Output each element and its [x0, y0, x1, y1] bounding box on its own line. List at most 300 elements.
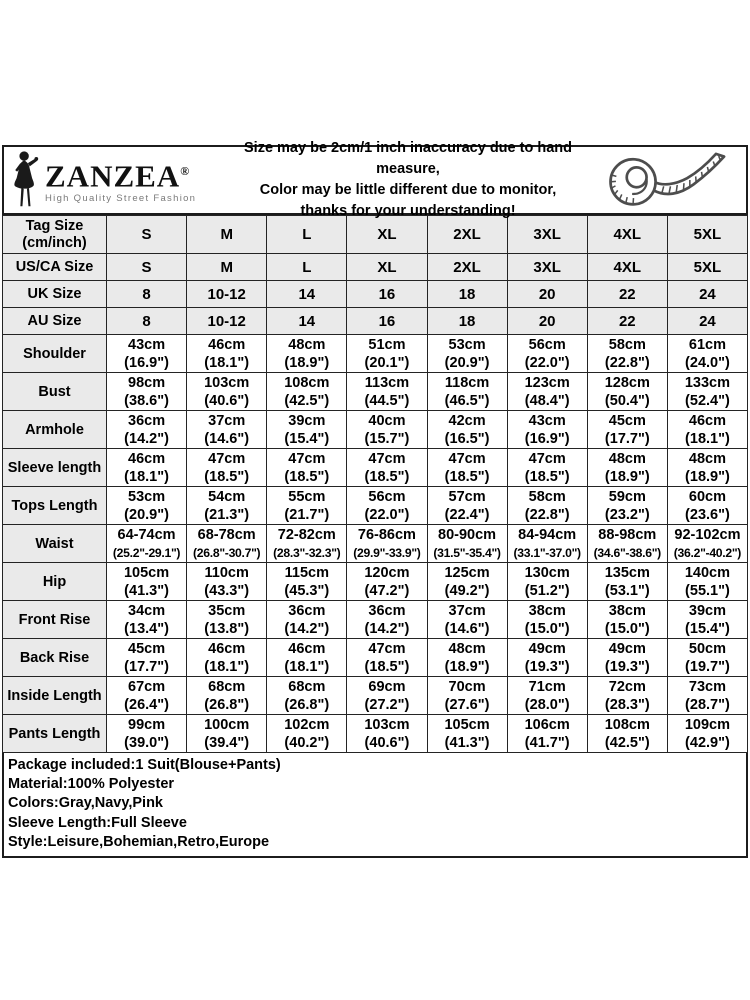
measure-cell [187, 563, 267, 601]
measure-cm: 109cm [684, 716, 731, 733]
measure-cell [427, 563, 507, 601]
measure-cm: 55cm [288, 488, 326, 505]
size-cell: 18 [427, 281, 507, 308]
registered-mark: ® [180, 164, 190, 179]
measure-cell [427, 601, 507, 639]
size-table [2, 215, 748, 753]
measure-inch: (33.1"-37.0") [513, 545, 581, 560]
measure-cell [587, 487, 667, 525]
size-cell: 16 [347, 308, 427, 335]
measure-cm: 113cm [364, 374, 410, 391]
measure-inch: (15.4") [284, 430, 330, 447]
measure-cm: 48cm [448, 640, 486, 657]
measure-inch: (42.9") [685, 734, 730, 751]
measure-inch: (34.6"-38.6") [593, 545, 661, 560]
measure-inch: (19.7") [685, 658, 730, 675]
size-cell: 2XL [427, 216, 507, 254]
measure-cell [587, 677, 667, 715]
measure-inch: (26.4") [124, 696, 169, 713]
measure-inch: (40.2") [284, 734, 330, 751]
measure-cm: 140cm [684, 564, 731, 581]
size-cell: L [267, 254, 347, 281]
measure-inch: (22.0") [524, 354, 570, 371]
measure-cm: 123cm [524, 374, 570, 391]
measure-cell [427, 449, 507, 487]
measure-inch: (39.0") [124, 734, 169, 751]
measure-cell [267, 525, 347, 563]
measure-inch: (14.2") [284, 620, 330, 637]
measure-inch: (40.6") [204, 392, 250, 409]
measure-cell [587, 411, 667, 449]
measure-cell [187, 639, 267, 677]
measure-cell [587, 373, 667, 411]
table-row [3, 487, 748, 525]
measure-cm: 59cm [608, 488, 646, 505]
row-label: Bust [3, 373, 107, 411]
measure-cm: 49cm [608, 640, 646, 657]
measure-inch: (14.2") [124, 430, 169, 447]
measure-inch: (46.5") [444, 392, 490, 409]
measure-cell [267, 335, 347, 373]
size-cell: 22 [587, 308, 667, 335]
measure-cell [427, 525, 507, 563]
measure-cell [427, 487, 507, 525]
measure-cell [347, 715, 427, 753]
measure-cell [267, 677, 347, 715]
measure-cell [507, 601, 587, 639]
measure-cell [107, 411, 187, 449]
measure-inch: (22.8") [524, 506, 570, 523]
measure-inch: (18.5") [284, 468, 330, 485]
measure-cm: 49cm [528, 640, 566, 657]
measure-cell [187, 601, 267, 639]
measure-cell [107, 715, 187, 753]
measure-cm: 105cm [123, 564, 170, 581]
table-row [3, 715, 748, 753]
measure-cell [267, 411, 347, 449]
measure-inch: (40.6") [364, 734, 410, 751]
measure-cm: 47cm [528, 450, 566, 467]
measure-cm: 103cm [364, 716, 410, 733]
measure-cm: 53cm [128, 488, 166, 505]
measure-cm: 115cm [284, 564, 329, 581]
size-cell: 5XL [667, 216, 747, 254]
size-cell: 24 [667, 308, 747, 335]
measure-inch: (41.3") [124, 582, 169, 599]
measure-cm: 105cm [444, 716, 490, 733]
measure-cm: 36cm [288, 602, 326, 619]
measure-cell [587, 639, 667, 677]
measure-inch: (15.4") [685, 620, 730, 637]
measure-cm: 80-90cm [438, 526, 497, 543]
row-label: Pants Length [3, 715, 107, 753]
measure-cm: 47cm [368, 640, 406, 657]
measure-inch: (25.2"-29.1") [112, 545, 181, 560]
measure-cell [667, 449, 747, 487]
measure-inch: (15.7") [364, 430, 410, 447]
row-label: Hip [3, 563, 107, 601]
measure-cell [507, 677, 587, 715]
measure-cell [347, 487, 427, 525]
measure-cm: 54cm [208, 488, 246, 505]
product-info-package: Package included:1 Suit(Blouse+Pants) [8, 757, 281, 773]
measure-cell [347, 563, 427, 601]
measure-cell [187, 525, 267, 563]
measure-inch: (26.8") [284, 696, 330, 713]
measure-cell [667, 601, 747, 639]
measure-inch: (43.3") [204, 582, 250, 599]
measure-cm: 48cm [288, 336, 326, 353]
size-cell: S [107, 216, 187, 254]
measure-cm: 69cm [368, 678, 406, 695]
table-row [3, 639, 748, 677]
row-label: UK Size [3, 281, 107, 308]
size-cell: 20 [507, 308, 587, 335]
size-cell: XL [347, 216, 427, 254]
measure-inch: (18.1") [124, 468, 169, 485]
measure-cell [507, 525, 587, 563]
measure-inch: (28.7") [685, 696, 730, 713]
measure-cm: 56cm [368, 488, 406, 505]
measure-cm: 72-82cm [277, 526, 336, 543]
measure-cm: 125cm [444, 564, 490, 581]
measure-inch: (18.5") [364, 468, 410, 485]
row-label: Waist [3, 525, 107, 563]
measure-cm: 70cm [448, 678, 486, 695]
row-label: Shoulder [3, 335, 107, 373]
notice-line-3: thanks for your understanding! [300, 203, 516, 219]
measure-inch: (18.5") [524, 468, 570, 485]
measure-cm: 35cm [208, 602, 246, 619]
measure-cell [427, 715, 507, 753]
measure-inch: (18.1") [685, 430, 730, 447]
measure-inch: (17.7") [604, 430, 650, 447]
measure-inch: (52.4") [685, 392, 730, 409]
measure-cell [267, 639, 347, 677]
measure-inch: (39.4") [204, 734, 250, 751]
measure-cm: 48cm [688, 450, 726, 467]
table-row [3, 308, 748, 335]
measure-cell [667, 563, 747, 601]
measure-cell [107, 601, 187, 639]
measure-inch: (31.5"-35.4") [433, 545, 501, 560]
notice-line-1: Size may be 2cm/1 inch inaccuracy due to hand measure, [244, 140, 572, 177]
measure-cm: 64-74cm [117, 526, 176, 543]
measure-inch: (15.0") [524, 620, 570, 637]
size-cell: M [187, 216, 267, 254]
measure-cell [267, 715, 347, 753]
size-cell: L [267, 216, 347, 254]
measure-inch: (18.9") [604, 468, 650, 485]
measure-cell [347, 449, 427, 487]
size-cell: 14 [267, 308, 347, 335]
measure-cm: 47cm [288, 450, 326, 467]
measure-cm: 108cm [604, 716, 650, 733]
measure-cm: 68cm [208, 678, 246, 695]
row-label: Front Rise [3, 601, 107, 639]
measure-cell [667, 639, 747, 677]
measure-cm: 57cm [448, 488, 486, 505]
measure-inch: (44.5") [364, 392, 410, 409]
measure-inch: (48.4") [524, 392, 570, 409]
measure-cell [507, 449, 587, 487]
measure-cm: 76-86cm [357, 526, 416, 543]
row-label: Sleeve length [3, 449, 107, 487]
row-label: US/CA Size [3, 254, 107, 281]
row-label: Armhole [3, 411, 107, 449]
measure-cell [667, 525, 747, 563]
measure-cm: 128cm [604, 374, 650, 391]
size-cell: 2XL [427, 254, 507, 281]
measure-cm: 46cm [208, 640, 246, 657]
measure-cm: 100cm [204, 716, 250, 733]
measure-cell [107, 335, 187, 373]
size-cell: 20 [507, 281, 587, 308]
measure-inch: (17.7") [124, 658, 169, 675]
measure-cell [427, 639, 507, 677]
table-row [3, 411, 748, 449]
measure-cell [507, 335, 587, 373]
size-table-body [3, 216, 748, 753]
measure-cell [667, 677, 747, 715]
measure-cell [267, 601, 347, 639]
measure-inch: (42.5") [604, 734, 650, 751]
measure-inch: (45.3") [284, 582, 330, 599]
measure-cm: 72cm [608, 678, 646, 695]
product-info-material: Material:100% Polyester [8, 776, 175, 793]
size-cell: 16 [347, 281, 427, 308]
table-row [3, 563, 748, 601]
measure-cell [347, 373, 427, 411]
measure-inch: (21.7") [284, 506, 330, 523]
measure-cm: 67cm [128, 678, 166, 695]
measure-cm: 36cm [368, 602, 406, 619]
measure-cm: 38cm [608, 602, 646, 619]
measure-cm: 71cm [528, 678, 566, 695]
measure-cell [187, 335, 267, 373]
measure-cell [187, 373, 267, 411]
measure-inch: (18.1") [284, 658, 330, 675]
measure-cm: 38cm [528, 602, 566, 619]
measure-inch: (27.6") [444, 696, 490, 713]
measure-cm: 47cm [448, 450, 486, 467]
measure-cm: 108cm [284, 374, 330, 391]
measure-cm: 50cm [688, 640, 726, 657]
measure-inch: (50.4") [604, 392, 650, 409]
measure-cm: 43cm [528, 412, 566, 429]
tape-measure-icon [594, 151, 746, 209]
measure-cm: 56cm [528, 336, 566, 353]
row-label: Back Rise [3, 639, 107, 677]
product-info-colors: Colors:Gray,Navy,Pink [8, 795, 163, 812]
measure-cm: 43cm [128, 336, 166, 353]
measure-cm: 135cm [604, 564, 650, 581]
measure-cell [267, 373, 347, 411]
product-info [2, 753, 748, 858]
measure-inch: (19.3") [604, 658, 650, 675]
table-row [3, 449, 748, 487]
measure-cell [507, 411, 587, 449]
size-cell: 10-12 [187, 281, 267, 308]
size-cell: M [187, 254, 267, 281]
product-info-style: Style:Leisure,Bohemian,Retro,Europe [8, 833, 270, 850]
measure-cell [587, 525, 667, 563]
logo-text [45, 156, 196, 203]
measure-inch: (22.0") [364, 506, 410, 523]
measure-cm: 120cm [364, 564, 410, 581]
measure-cell [667, 335, 747, 373]
measure-cell [107, 639, 187, 677]
measure-cm: 37cm [448, 602, 486, 619]
measure-cm: 130cm [524, 564, 570, 581]
size-cell: 14 [267, 281, 347, 308]
brand-tagline: High Quality Street Fashion [45, 192, 197, 204]
measure-notice [222, 138, 594, 222]
measure-cell [267, 563, 347, 601]
measure-inch: (18.5") [444, 468, 490, 485]
measure-cm: 37cm [208, 412, 246, 429]
measure-cm: 102cm [284, 716, 330, 733]
measure-cell [427, 677, 507, 715]
measure-cell [267, 487, 347, 525]
measure-inch: (28.3") [604, 696, 650, 713]
measure-inch: (16.9") [124, 354, 169, 371]
measure-cell [507, 639, 587, 677]
measure-cm: 51cm [368, 336, 406, 353]
measure-inch: (14.2") [364, 620, 410, 637]
measure-cell [507, 715, 587, 753]
measure-cell [347, 525, 427, 563]
size-cell: 5XL [667, 254, 747, 281]
measure-cell [507, 373, 587, 411]
size-cell: 24 [667, 281, 747, 308]
measure-cell [347, 677, 427, 715]
measure-inch: (20.9") [124, 506, 169, 523]
measure-inch: (18.5") [364, 658, 410, 675]
measure-inch: (23.2") [604, 506, 650, 523]
measure-inch: (28.3"-32.3") [273, 545, 341, 560]
measure-inch: (16.5") [444, 430, 490, 447]
measure-inch: (55.1") [685, 582, 730, 599]
measure-inch: (41.3") [444, 734, 490, 751]
measure-cell [107, 449, 187, 487]
size-chart-sheet [2, 140, 748, 858]
brand-name: ZANZEA® [45, 158, 190, 194]
measure-cm: 48cm [608, 450, 646, 467]
measure-inch: (15.0") [604, 620, 650, 637]
size-cell: 18 [427, 308, 507, 335]
measure-cell [347, 639, 427, 677]
measure-cell [107, 563, 187, 601]
row-label: AU Size [3, 308, 107, 335]
measure-inch: (42.5") [284, 392, 330, 409]
measure-cell [507, 563, 587, 601]
measure-inch: (47.2") [364, 582, 410, 599]
measure-inch: (36.2"-40.2") [673, 545, 742, 560]
measure-inch: (18.9") [685, 468, 730, 485]
measure-inch: (13.4") [124, 620, 169, 637]
measure-inch: (27.2") [364, 696, 410, 713]
measure-cm: 47cm [368, 450, 406, 467]
measure-cm: 98cm [128, 374, 166, 391]
measure-cell [587, 715, 667, 753]
measure-cm: 58cm [608, 336, 646, 353]
measure-inch: (29.9"-33.9") [353, 545, 421, 560]
measure-cm: 53cm [448, 336, 486, 353]
measure-inch: (26.8"-30.7") [193, 545, 261, 560]
size-cell: 3XL [507, 216, 587, 254]
product-info-sleeve: Sleeve Length:Full Sleeve [8, 814, 187, 831]
table-row [3, 677, 748, 715]
measure-cm: 47cm [208, 450, 246, 467]
measure-cm: 46cm [208, 336, 246, 353]
measure-cell [667, 411, 747, 449]
measure-cell [587, 449, 667, 487]
measure-cm: 68cm [288, 678, 326, 695]
measure-inch: (13.8") [204, 620, 250, 637]
measure-inch: (18.5") [204, 468, 250, 485]
measure-cm: 58cm [528, 488, 566, 505]
measure-cm: 84-94cm [518, 526, 577, 543]
measure-cell [667, 487, 747, 525]
measure-inch: (18.9") [284, 354, 330, 371]
measure-cell [187, 715, 267, 753]
measure-cell [347, 601, 427, 639]
size-cell: 3XL [507, 254, 587, 281]
measure-cell [667, 373, 747, 411]
measure-cm: 103cm [204, 374, 250, 391]
brand-logo [4, 150, 222, 210]
size-cell: 8 [107, 308, 187, 335]
measure-inch: (49.2") [444, 582, 490, 599]
measure-cm: 106cm [524, 716, 570, 733]
measure-cm: 42cm [448, 412, 486, 429]
measure-cell [507, 487, 587, 525]
table-row [3, 601, 748, 639]
measure-inch: (14.6") [204, 430, 250, 447]
measure-cell [107, 525, 187, 563]
measure-cm: 39cm [688, 602, 726, 619]
measure-cell [107, 373, 187, 411]
size-cell: 4XL [587, 254, 667, 281]
measure-inch: (16.9") [524, 430, 570, 447]
measure-cell [347, 335, 427, 373]
header [2, 140, 748, 219]
woman-figure-icon [10, 150, 42, 210]
measure-cell [427, 335, 507, 373]
measure-cm: 40cm [368, 412, 406, 429]
table-row [3, 335, 748, 373]
measure-cm: 92-102cm [674, 526, 741, 543]
table-row [3, 373, 748, 411]
measure-cm: 88-98cm [598, 526, 657, 543]
measure-cell [587, 601, 667, 639]
measure-inch: (38.6") [124, 392, 169, 409]
measure-inch: (28.0") [524, 696, 570, 713]
measure-inch: (41.7") [524, 734, 570, 751]
measure-cell [107, 677, 187, 715]
size-cell: 8 [107, 281, 187, 308]
row-label: Tops Length [3, 487, 107, 525]
measure-cm: 46cm [128, 450, 166, 467]
measure-cm: 46cm [688, 412, 726, 429]
measure-inch: (22.8") [604, 354, 650, 371]
measure-cell [187, 449, 267, 487]
measure-inch: (53.1") [604, 582, 650, 599]
measure-cm: 45cm [608, 412, 646, 429]
row-label: Tag Size (cm/inch) [3, 216, 107, 254]
size-cell: XL [347, 254, 427, 281]
